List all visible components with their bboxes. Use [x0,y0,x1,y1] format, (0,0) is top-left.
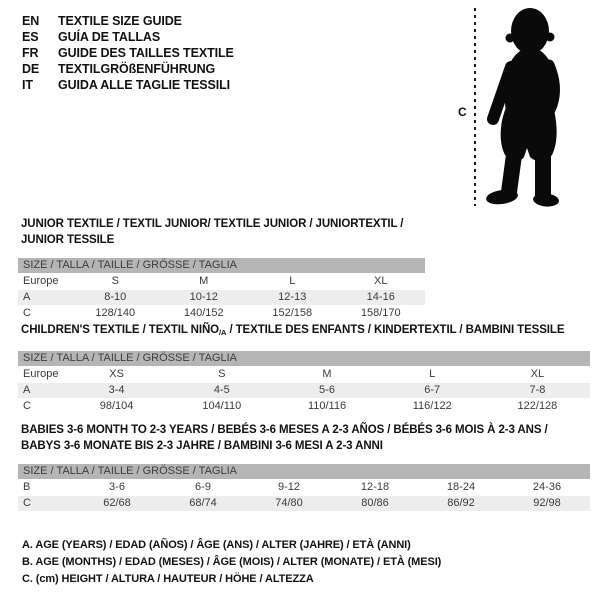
cell-value: 128/140 [95,307,136,319]
cell-value: 6-9 [195,481,211,493]
cell-value: XL [530,368,545,380]
language-guide-title: GUIDA ALLE TAGLIE TESSILI [58,78,231,92]
section-title-text: CHILDREN'S TEXTILE / TEXTIL NIÑO [21,324,220,336]
table-header-bar: SIZE / TALLA / TAILLE / GRÖSSE / TAGLIA [18,258,425,273]
size-table [18,464,590,511]
cell-value: 116/122 [412,400,452,412]
cell-value: 110/116 [307,400,347,412]
language-row-fr [22,45,234,61]
table-row-europe [18,274,425,289]
table-row-europe [18,367,590,382]
cell-value: 6-7 [424,384,441,396]
row-label: C [23,307,31,319]
cell-value: 152/158 [272,307,313,319]
cell-value: 14-16 [366,291,395,303]
cell-value: 98/104 [99,400,134,412]
language-code: DE [22,62,40,76]
cell-value: 9-12 [277,481,301,493]
cell-value: S [218,368,226,380]
cell-value: 104/110 [202,400,242,412]
legend-footnotes [22,537,441,588]
cell-value: 80/86 [361,497,389,509]
legend-line-c: C. (cm) HEIGHT / ALTURA / HAUTEUR / HÖHE / ALTEZZA [22,573,314,585]
section-title-text: / TEXTILE DES ENFANTS / KINDERTEXTIL / BAMBINI TESSILE [226,324,565,336]
section-title [21,322,590,341]
cell-value: 12-13 [278,291,307,303]
cell-value: 4-5 [213,384,230,396]
language-row-de [22,61,234,77]
language-guide-title: GUÍA DE TALLAS [58,30,161,44]
cell-value: 12-18 [360,481,390,493]
cell-value: 122/128 [517,400,558,412]
language-code: IT [22,78,33,92]
size-section-babies [18,422,590,511]
language-guide-title: TEXTILE SIZE GUIDE [58,14,182,28]
language-code: FR [22,46,39,60]
section-title [21,422,590,454]
table-row-a [18,383,590,398]
section-title [21,216,425,248]
cell-value: 3-6 [109,481,125,493]
legend-line-b: B. AGE (MONTHS) / EDAD (MESES) / ÂGE (MOIS) / ALTER (MONATE) / ETÀ (MESI) [22,556,442,568]
table-row-c [18,306,425,321]
language-code: ES [22,30,39,44]
cell-value: 92/98 [533,497,561,509]
table-row-c [18,399,590,414]
row-label: Europe [23,275,59,287]
cell-value: 86/92 [447,497,475,509]
table-row-c [18,496,590,511]
cell-value: M [322,368,332,380]
cell-value: XL [374,275,388,287]
row-label: C [23,400,31,412]
cell-value: 62/68 [103,497,131,509]
cell-value: 24-36 [532,481,562,493]
table-row-b [18,480,590,495]
section-title-text: /A [219,328,227,337]
cell-value: L [429,368,436,380]
height-c-label: C [458,105,467,119]
cell-value: L [289,275,296,287]
cell-value: 158/170 [360,307,401,319]
size-table [18,351,590,414]
language-guide-title: GUIDE DES TAILLES TEXTILE [58,46,234,60]
size-section-junior [18,216,425,321]
language-row-en [22,13,234,29]
row-label: Europe [23,368,59,380]
row-label: A [23,384,31,396]
height-dotted-line [474,8,476,206]
size-table [18,258,425,321]
cell-value: 10-12 [189,291,218,303]
cell-value: 18-24 [446,481,476,493]
row-label: B [23,481,31,493]
section-title-text: BABYS 3-6 MONATE BIS 2-3 JAHRE / BAMBINI 3-6 MESI A 2-3 ANNI [21,440,383,452]
cell-value: 7-8 [529,384,546,396]
baby-silhouette-icon [483,5,575,208]
cell-value: 68/74 [189,497,217,509]
size-section-children [18,322,590,414]
table-row-a [18,290,425,305]
row-label: A [23,291,31,303]
language-title-list [22,13,234,93]
cell-value: M [199,275,209,287]
language-row-es [22,29,234,45]
row-label: C [23,497,31,509]
section-title-text: BABIES 3-6 MONTH TO 2-3 YEARS / BEBÉS 3-6 MESES A 2-3 AÑOS / BÉBÉS 3-6 MOIS À 2-3 ANS / [21,424,548,436]
table-header-bar: SIZE / TALLA / TAILLE / GRÖSSE / TAGLIA [18,351,590,366]
language-guide-title: TEXTILGRÖßENFÜHRUNG [58,62,216,76]
baby-height-figure [440,0,600,215]
legend-line-a: A. AGE (YEARS) / EDAD (AÑOS) / ÂGE (ANS) / ALTER (JAHRE) / ETÀ (ANNI) [22,539,411,551]
cell-value: 3-4 [108,384,125,396]
cell-value: S [111,275,119,287]
cell-value: 8-10 [104,291,127,303]
cell-value: XS [109,368,124,380]
cell-value: 140/152 [183,307,224,319]
cell-value: 5-6 [319,384,335,396]
language-code: EN [22,14,40,28]
table-header-bar: SIZE / TALLA / TAILLE / GRÖSSE / TAGLIA [18,464,590,479]
language-row-it [22,77,234,93]
section-title-text: JUNIOR TEXTILE / TEXTIL JUNIOR/ TEXTILE JUNIOR / JUNIORTEXTIL / JUNIOR TESSILE [21,218,404,246]
cell-value: 74/80 [275,497,303,509]
